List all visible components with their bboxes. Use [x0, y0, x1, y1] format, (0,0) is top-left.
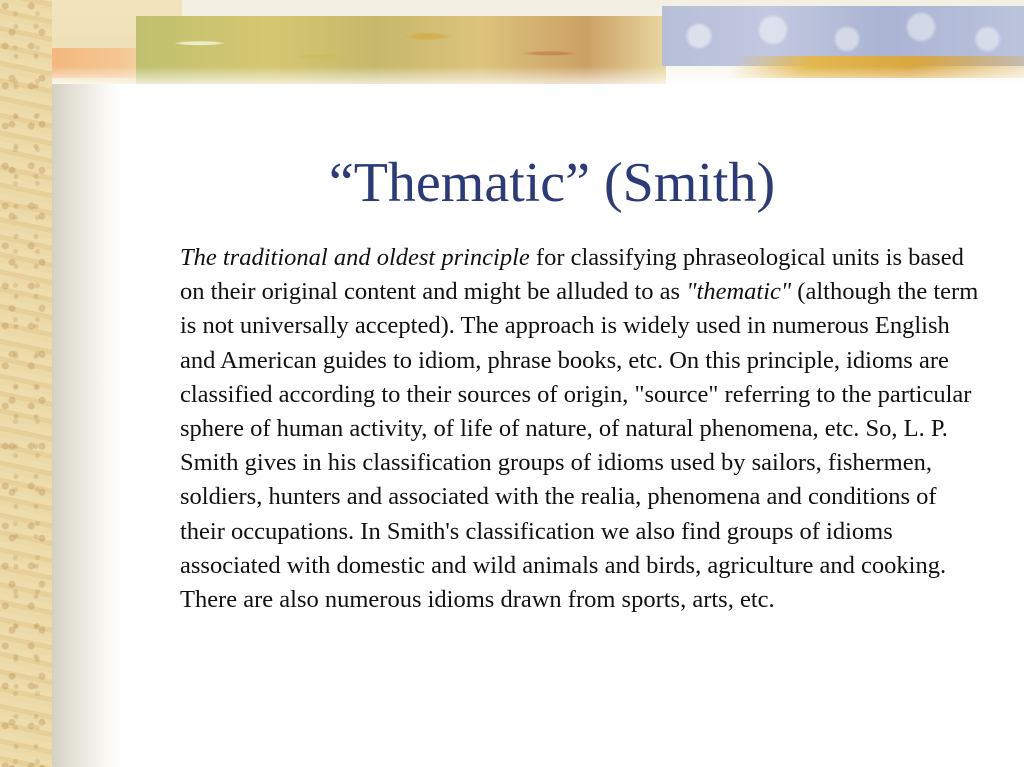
banner-fade	[52, 66, 1024, 84]
left-shadow-strip	[52, 84, 122, 767]
body-term-italic: "thematic"	[686, 278, 792, 306]
body-paragraph	[180, 241, 980, 617]
slide-title: “Thematic” (Smith)	[328, 152, 776, 214]
parchment-border	[0, 0, 52, 767]
body-text-part-2: (although the term is not universally accepted). The approach is widely used in numerous English and American guides to idiom, phrase books, etc. On this principle, idioms are classified according to their sources of origin, "source" referring to the particular sphere of human activity, of life of nature, of natural phenomena, etc. So, L. P. Smith gives in his classification groups of idioms used by sailors, fishermen, soldiers, hunters and associated with the realia, phenomena and conditions of their occupations. In Smith's classification we also find groups of idioms associated with domestic and wild animals and birds, agriculture and cooking. There are also numerous idioms drawn from sports, arts, etc.	[180, 278, 979, 614]
body-text-part-1: for classifying phraseological units is based on their original content and might be alluded to as	[180, 244, 964, 306]
header-banner	[52, 0, 1024, 84]
body-intro-italic: The traditional and oldest principle	[180, 244, 530, 271]
